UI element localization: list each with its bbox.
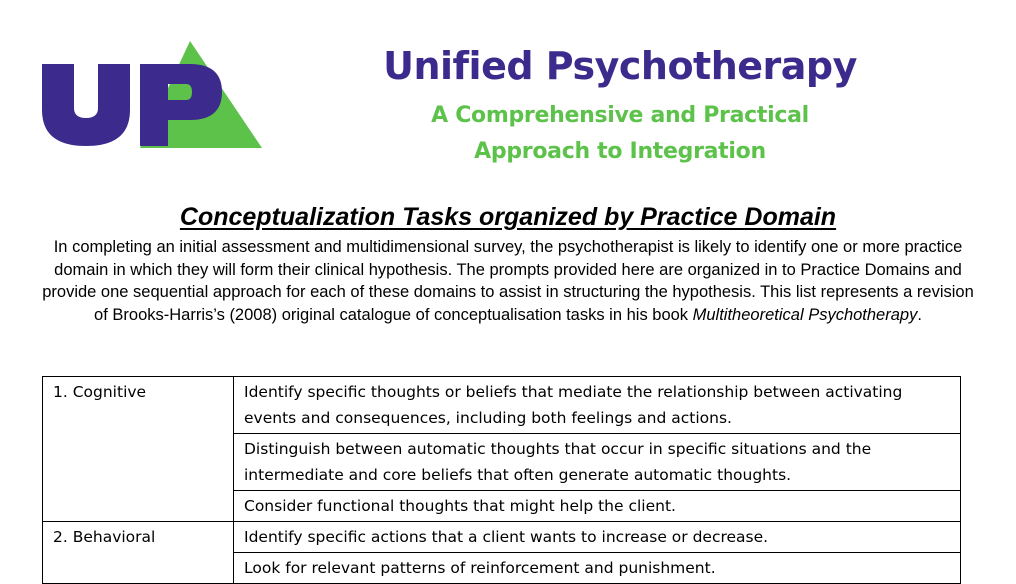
task-cell: Look for relevant patterns of reinforcement and punishment. bbox=[234, 553, 961, 584]
intro-book-title: Multitheoretical Psychotherapy bbox=[692, 305, 918, 324]
intro-text: In completing an initial assessment and multidimensional survey, the psychotherapist is likely to identify one or more practice domain in which they will form their clinical hypothesis. The prompts provided here are organized in to Practice Domains and provide one sequential approach for each of these domains to assist in structuring the hypothesis. This list represents a revision of Brooks-Harris’s (2008) original catalogue of conceptualisation tasks in his book bbox=[42, 238, 974, 324]
task-cell: Identify specific thoughts or beliefs that mediate the relationship between activating events and consequences, including both feelings and actions. bbox=[234, 377, 961, 434]
intro-paragraph bbox=[40, 236, 976, 326]
conceptualization-tasks-table bbox=[42, 376, 961, 584]
domain-cell: 2. Behavioral bbox=[43, 522, 234, 584]
brand-subtitle-line2: Approach to Integration bbox=[474, 139, 766, 164]
up-logo bbox=[40, 36, 265, 151]
document-heading: Conceptualization Tasks organized by Practice Domain bbox=[179, 203, 837, 231]
logo-letter-u bbox=[42, 64, 130, 146]
brand-title: Unified Psychotherapy bbox=[383, 44, 857, 88]
task-cell: Identify specific actions that a client wants to increase or decrease. bbox=[234, 522, 961, 553]
domain-cell: 1. Cognitive bbox=[43, 377, 234, 522]
table-row bbox=[43, 522, 961, 553]
task-cell: Distinguish between automatic thoughts that occur in specific situations and the intermediate and core beliefs that often generate automatic thoughts. bbox=[234, 434, 961, 491]
table-row bbox=[43, 377, 961, 434]
task-cell: Consider functional thoughts that might help the client. bbox=[234, 491, 961, 522]
brand-subtitle-line1: A Comprehensive and Practical bbox=[431, 103, 809, 128]
intro-end: . bbox=[917, 305, 922, 324]
